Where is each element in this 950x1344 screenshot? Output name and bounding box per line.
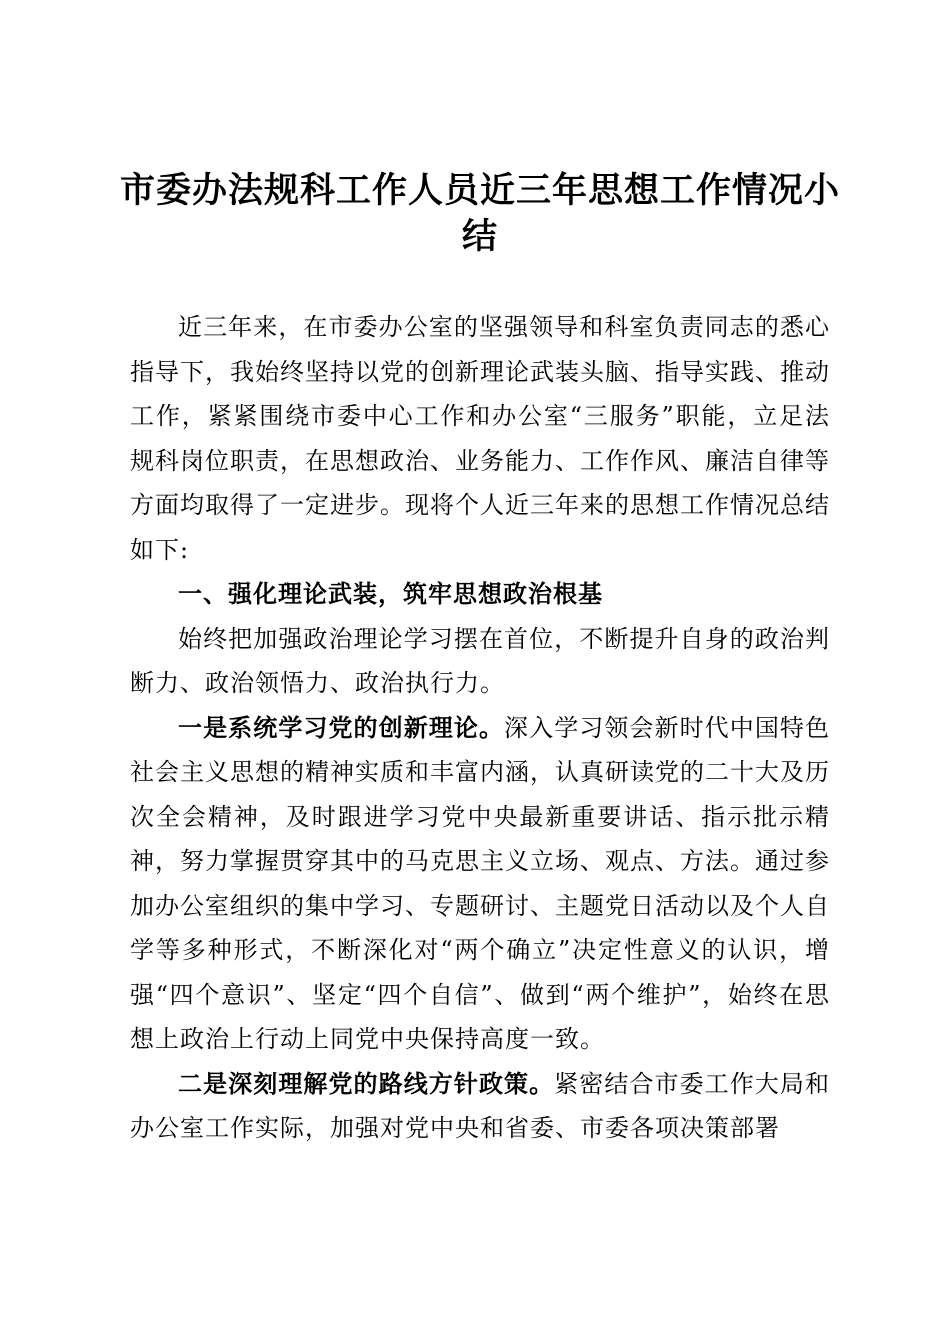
point-two-text: 紧密结合市委工作大局和办公室工作实际，加强对党中央和省委、市委各项决策部署 — [130, 1069, 831, 1142]
intro-paragraph: 近三年来，在市委办公室的坚强领导和科室负责同志的悉心指导下，我始终坚持以党的创新理论武装头脑、指导实践、推动工作，紧紧围绕市委中心工作和办公室“三服务”职能，立足法规科岗位职责，在思想政治、业务能力、工作作风、廉洁自律等方面均取得了一定进步。现将个人近三年来的思想工作情况总结如下: — [130, 313, 830, 564]
section-heading: 一、强化理论武装，筑牢思想政治根基 — [178, 580, 603, 608]
point-one-paragraph — [130, 706, 830, 1062]
point-two-lead: 二是深刻理解党的路线方针政策。 — [178, 1068, 555, 1098]
document-body — [130, 305, 830, 1151]
document-title: 市委办法规科工作人员近三年思想工作情况小结 — [120, 170, 841, 257]
point-two-paragraph — [130, 1062, 830, 1151]
section-summary-paragraph: 始终把加强政治理论学习摆在首位，不断提升自身的政治判断力、政治领悟力、政治执行力。 — [130, 624, 830, 697]
point-one-lead: 一是系统学习党的创新理论。 — [178, 712, 505, 742]
point-one-text: 深入学习领会新时代中国特色社会主义思想的精神实质和丰富内涵，认真研读党的二十大及历次全会精神，及时跟进学习党中央最新重要讲话、指示批示精神，努力掌握贯穿其中的马克思主义立场、观点、方法。通过参加办公室组织的集中学习、专题研讨、主题党日活动以及个人自学等多种形式，不断深化对“两个确立”决定性意义的认识，增强“四个意识”、坚定“四个自信”、做到“两个维护”，始终在思想上政治上行动上同党中央保持高度一致。 — [130, 713, 831, 1053]
